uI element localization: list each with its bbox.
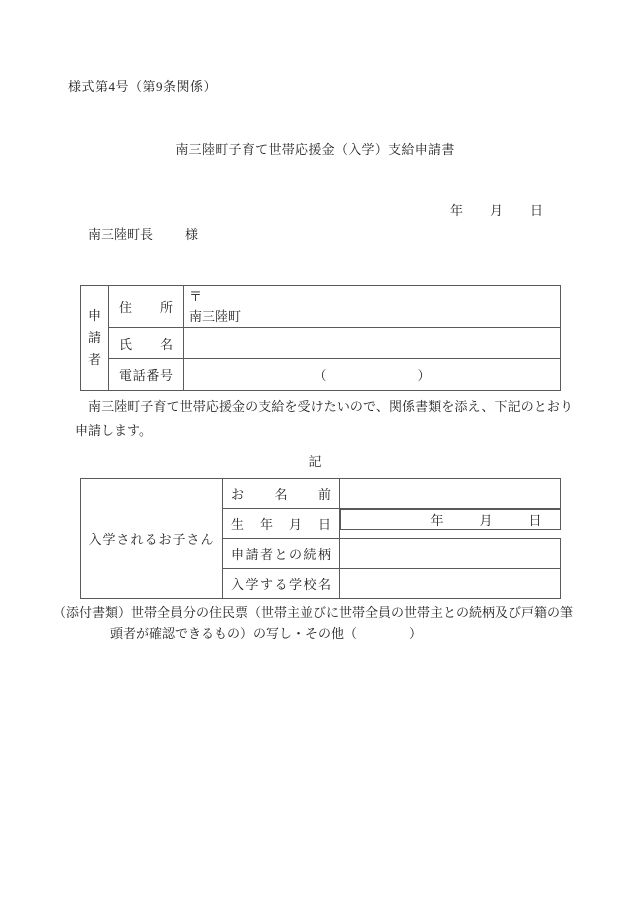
applicant-char-3: 者 (87, 352, 101, 367)
phone-field: （ ） (184, 359, 561, 391)
relationship-label: 申請者との続柄 (223, 539, 340, 569)
applicant-char-2: 請 (87, 330, 101, 345)
attachment-note-line1: （添付書類）世帯全員分の住民票（世帯主並びに世帯全員の世帯主との続柄及び戸籍の筆 (53, 605, 574, 620)
school-name-label: 入学する学校名 (223, 569, 340, 599)
birth-day-label: 日 (528, 513, 542, 528)
form-title: 南三陸町子育て世帯応援金（入学）支給申請書 (175, 142, 455, 157)
name-label: 氏名 (109, 328, 184, 359)
addressee-honorific: 様 (185, 227, 199, 242)
phone-label: 電話番号 (109, 359, 184, 391)
attachment-note-line2: 頭者が確認できるもの）の写し・その他（ ） (110, 626, 423, 641)
child-name-field (340, 479, 561, 509)
date-month-label: 月 (489, 203, 503, 218)
birthdate-label: 生年月日 (223, 509, 340, 539)
date-day-label: 日 (529, 203, 543, 218)
date-line (450, 200, 543, 219)
child-name-label: お名前 (223, 479, 340, 509)
birthdate-field (340, 509, 561, 530)
applicant-table (80, 285, 561, 391)
applicant-char-1: 申 (87, 308, 101, 323)
name-field (184, 328, 561, 359)
address-prefill: 南三陸町 (189, 309, 242, 324)
addressee-line (88, 224, 198, 243)
address-field (184, 286, 561, 328)
child-row-header: 入学されるお子さん (81, 479, 223, 599)
attachment-note (53, 602, 573, 644)
birth-year-label: 年 (430, 513, 444, 528)
school-name-field (340, 569, 561, 599)
form-number: 様式第4号（第9条関係） (68, 79, 218, 94)
birth-month-label: 月 (479, 513, 493, 528)
record-marker: 記 (308, 454, 322, 469)
addressee-name: 南三陸町長 (88, 227, 154, 242)
date-year-label: 年 (450, 203, 464, 218)
child-table (80, 478, 561, 599)
relationship-field (340, 539, 561, 569)
postal-mark: 〒 (189, 289, 203, 304)
request-statement: 南三陸町子育て世帯応援金の支給を受けたいので、関係書類を添え、下記のとおり申請します。 (75, 399, 573, 438)
applicant-row-header (81, 286, 109, 391)
address-label: 住所 (109, 286, 184, 328)
